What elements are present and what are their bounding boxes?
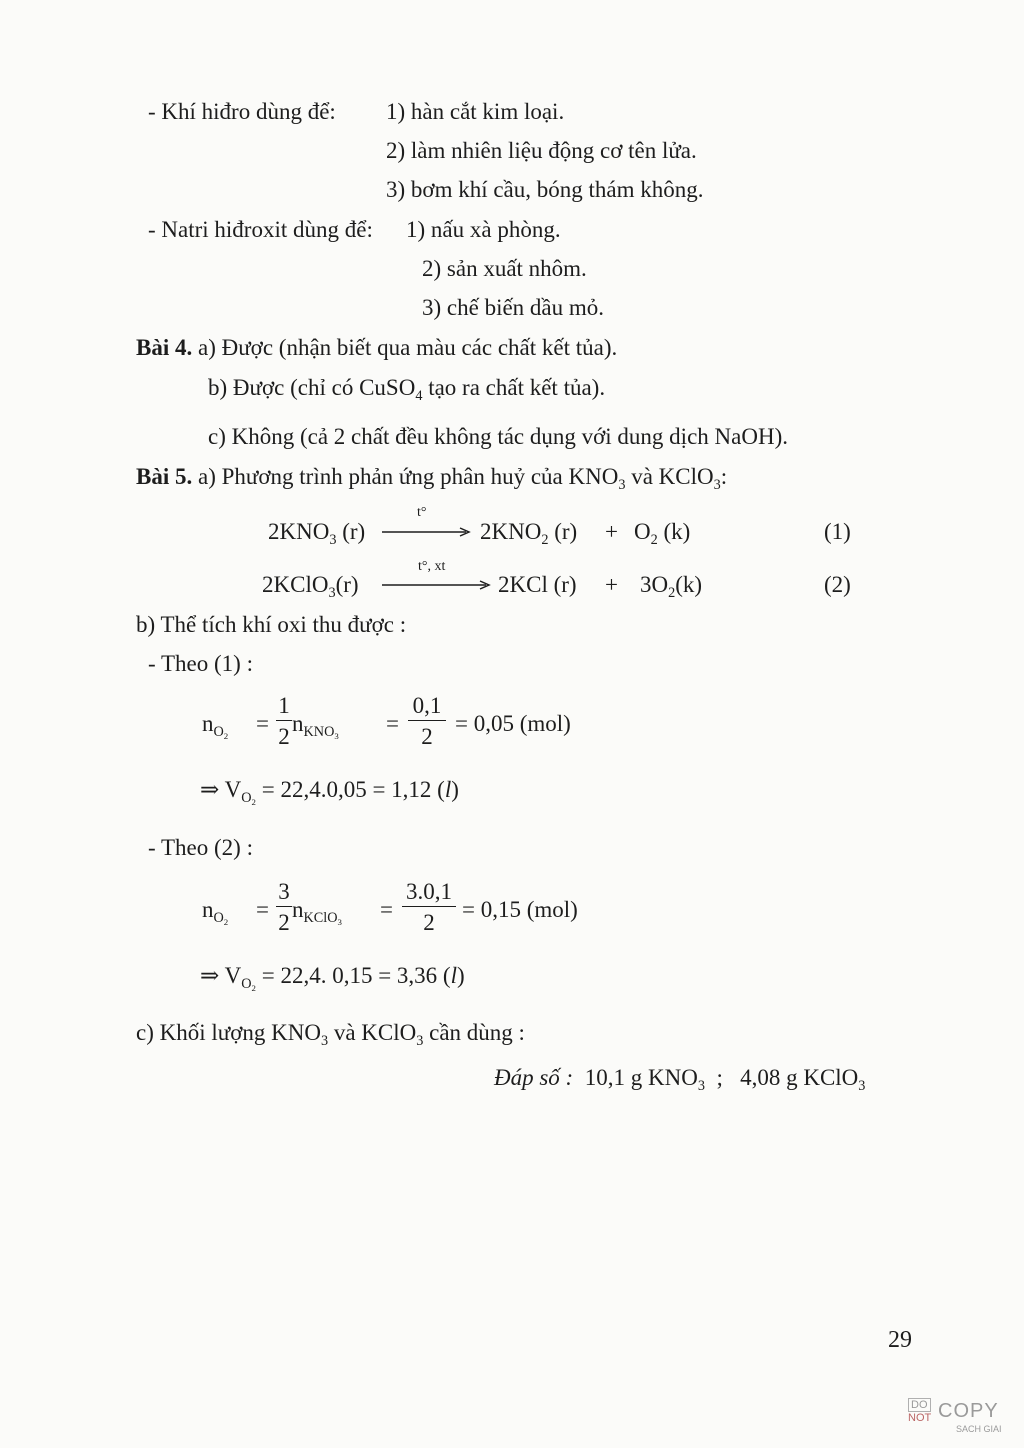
n-kclo3-symbol: $n_{KClO_3}$ (292, 897, 342, 928)
answer-kno3: 10,1 g $KNO_3$ (584, 1065, 705, 1094)
hydrogen-uses-label: - Khí hiđro dùng để: (148, 99, 336, 124)
naoh-use-3: 3) chế biến dầu mỏ. (422, 295, 605, 320)
bai5-a-text: a) Phương trình phản ứng phân huỷ của $KNO_3$ và KClO$_3$: (197, 464, 728, 493)
eq1-product-1: $2KNO_2$ (r) (480, 519, 578, 548)
answer-kclo3: 4,08 g KClO$_3$ (740, 1065, 866, 1094)
bai4-a-line (136, 336, 617, 359)
eq2-number: (2) (824, 572, 851, 597)
eq2-reactant: 2KClO$_3$(r) (262, 572, 359, 601)
bai4-c: c) Không (cả 2 chất đều không tác dụng với dung dịch NaOH). (208, 424, 788, 449)
bai4-b-post: tạo ra chất kết tủa). (428, 375, 606, 400)
eq1-condition: t° (417, 505, 427, 520)
equals-2a: = (256, 897, 269, 922)
eq1-number: (1) (824, 519, 851, 544)
eq1-plus: + (605, 519, 618, 544)
n-o2-symbol-2: $n_{O_2}$ (202, 897, 229, 928)
result-0-15-mol: = 0,15 (mol) (462, 897, 578, 922)
fraction-0-1-over-2: $\frac{0,1}{2}$ (408, 694, 446, 748)
theo-2-label: - Theo (2) : (148, 835, 253, 860)
implies-icon: ⇒ (200, 777, 220, 802)
bai4-b-pre: b) Được (chỉ có (208, 375, 354, 400)
answer-label: Đáp số : (494, 1065, 574, 1090)
hydrogen-use-3: 3) bơm khí cầu, bóng thám không. (386, 177, 704, 202)
naoh-uses-label: - Natri hiđroxit dùng để: (148, 217, 373, 242)
page-number: 29 (888, 1327, 912, 1353)
eq2-plus: + (605, 572, 618, 597)
equals-1b: = (386, 711, 399, 736)
naoh-use-2: 2) sản xuất nhôm. (422, 256, 587, 281)
volume-1-line: ⇒ $V_{O_2} = 22,4.0,05 = 1,12$ (l) (200, 777, 459, 808)
part-c-heading: c) Khối lượng $KNO_3$ và KClO$_3$ cần dùng : (136, 1020, 525, 1049)
bai4-b-chem: CuSO$_4$ (359, 375, 423, 404)
bai4-b-line (208, 375, 606, 404)
eq1-product-2: $O_2$ (k) (634, 519, 691, 548)
eq2-arrow-icon (380, 579, 492, 591)
bai5-label: Bài 5. (136, 464, 193, 489)
part-b-heading: b) Thể tích khí oxi thu được : (136, 612, 407, 637)
bai5-a-line (136, 464, 728, 493)
bai4-a: a) Được (nhận biết qua màu các chất kết tủa). (197, 335, 618, 360)
equals-1a: = (256, 711, 269, 736)
fraction-three-halves: $\frac{3}{2}$ (276, 880, 292, 934)
fraction-3-0-1-over-2: $\frac{3.0,1}{2}$ (402, 880, 456, 934)
theo-1-label: - Theo (1) : (148, 651, 253, 676)
watermark-logo: DO NOT COPY SACH GIAI (908, 1399, 1002, 1434)
eq1-reactant: $2KNO_3$ (r) (268, 519, 366, 548)
hydrogen-use-1: 1) hàn cắt kim loại. (386, 99, 565, 124)
fraction-half: $\frac{1}{2}$ (276, 694, 292, 748)
n-kno3-symbol: $n_{KNO_3}$ (292, 711, 339, 742)
eq1-arrow-icon (380, 526, 472, 538)
volume-2-line: ⇒ $V_{O_2} = 22,4$. 0,15 = 3,36 (l) (200, 963, 465, 994)
answer-line: Đáp số : 10,1 g $KNO_3$ ; 4,08 g KClO$_3$ (494, 1065, 866, 1094)
naoh-use-1: 1) nấu xà phòng. (406, 217, 561, 242)
implies-icon: ⇒ (200, 963, 220, 988)
eq2-condition: t°, xt (418, 559, 446, 574)
eq2-product-1: 2KCl (r) (498, 572, 577, 597)
result-0-05-mol: = 0,05 (mol) (455, 711, 571, 736)
bai4-label: Bài 4. (136, 335, 193, 360)
equals-2b: = (380, 897, 393, 922)
hydrogen-use-2: 2) làm nhiên liệu động cơ tên lửa. (386, 138, 697, 163)
n-o2-symbol-1: $n_{O_2}$ (202, 711, 229, 742)
eq2-product-2: $3O_2(k)$ (640, 572, 703, 601)
